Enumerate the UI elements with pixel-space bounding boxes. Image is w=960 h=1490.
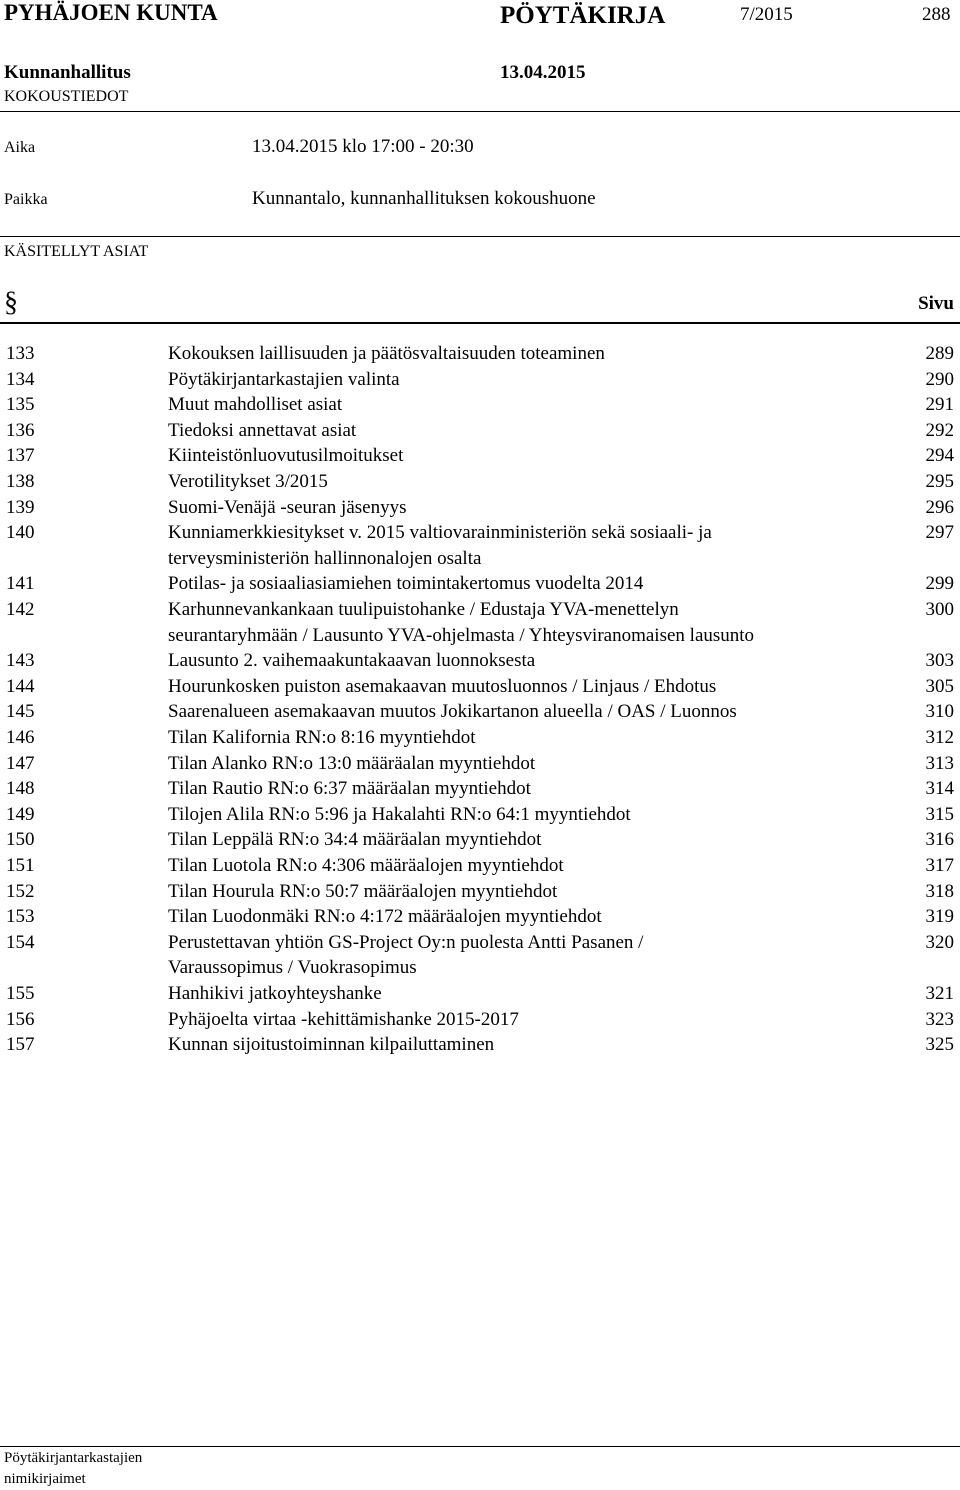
agenda-item-title bbox=[168, 802, 898, 828]
agenda-item-number: 143 bbox=[6, 650, 35, 672]
agenda-item-page: 312 bbox=[925, 727, 954, 748]
agenda-item-title bbox=[168, 827, 898, 853]
agenda-item-page: 295 bbox=[925, 471, 954, 492]
agenda-item-title-line: Perustettavan yhtiön GS-Project Oy:n puolesta Antti Pasanen / bbox=[168, 931, 644, 953]
agenda-item-page: 305 bbox=[925, 675, 954, 697]
agenda-item-page: 300 bbox=[925, 599, 954, 620]
agenda-item-title-line: Varaussopimus / Vuokrasopimus bbox=[168, 957, 417, 979]
agenda-item-page: 325 bbox=[925, 1034, 954, 1056]
agenda-item-number: 134 bbox=[6, 368, 35, 390]
agenda-item-title-line: Muut mahdolliset asiat bbox=[168, 394, 343, 416]
agenda-item-title bbox=[168, 674, 898, 700]
agenda-item-number: 148 bbox=[6, 778, 35, 800]
agenda-item-title bbox=[168, 853, 898, 879]
agenda-item-page: 321 bbox=[925, 983, 954, 1004]
agenda-item-title bbox=[168, 776, 898, 802]
agenda-item-number: 137 bbox=[6, 445, 35, 467]
agenda-item-number: 140 bbox=[6, 522, 35, 544]
agenda-item-title bbox=[168, 930, 898, 981]
agenda-item-title bbox=[168, 495, 898, 521]
agenda-item-title-line: Tilan Leppälä RN:o 34:4 määräalan myyntiehdot bbox=[168, 829, 542, 851]
place-value: Kunnantalo, kunnanhallituksen kokoushuone bbox=[252, 188, 596, 209]
agenda-item-title bbox=[168, 981, 898, 1007]
agenda-header-divider bbox=[0, 322, 960, 324]
agenda-item-title-line: Kunnan sijoitustoiminnan kilpailuttaminen bbox=[168, 1034, 495, 1056]
agenda-item-title bbox=[168, 367, 898, 393]
agenda-item-page: 317 bbox=[925, 855, 954, 876]
agenda-item-page: 292 bbox=[925, 419, 954, 441]
agenda-item-title bbox=[168, 904, 898, 930]
agenda-item-title-line: Kokouksen laillisuuden ja päätösvaltaisuuden toteaminen bbox=[168, 343, 605, 364]
agenda-item-title bbox=[168, 443, 898, 469]
agenda-item-number: 145 bbox=[6, 701, 35, 723]
agenda-item-title-line: Tilan Alanko RN:o 13:0 määräalan myyntiehdot bbox=[168, 752, 536, 774]
agenda-item-number: 150 bbox=[6, 829, 35, 851]
agenda-item-page: 316 bbox=[925, 829, 954, 851]
meeting-date: 13.04.2015 bbox=[500, 62, 586, 83]
page-number: 288 bbox=[922, 4, 951, 25]
agenda-item-title-line: Tilan Rautio RN:o 6:37 määräalan myyntiehdot bbox=[168, 778, 531, 800]
agenda-item-title bbox=[168, 879, 898, 905]
agenda-item-title bbox=[168, 418, 898, 444]
agenda-item-title bbox=[168, 469, 898, 495]
agenda-item-page: 323 bbox=[925, 1008, 954, 1030]
agenda-item-number: 136 bbox=[6, 419, 35, 441]
agenda-item-title-line: Tilan Hourula RN:o 50:7 määräalojen myyntiehdot bbox=[168, 880, 558, 902]
footer-line-1: Pöytäkirjantarkastajien bbox=[4, 1450, 143, 1466]
agenda-item-number: 153 bbox=[6, 906, 35, 928]
agenda-item-page: 315 bbox=[925, 803, 954, 825]
agenda-item-page: 314 bbox=[925, 778, 954, 800]
agenda-item-number: 135 bbox=[6, 394, 35, 416]
agenda-item-title-line: Tilojen Alila RN:o 5:96 ja Hakalahti RN:o 64:1 myyntiehdot bbox=[168, 803, 631, 825]
agenda-item-page: 319 bbox=[925, 906, 954, 928]
agenda-item-title-line: Kiinteistönluovutusilmoitukset bbox=[168, 445, 404, 467]
agenda-item-title-line: Hourunkosken puiston asemakaavan muutosluonnos / Linjaus / Ehdotus bbox=[168, 675, 717, 697]
agenda-item-number: 151 bbox=[6, 855, 35, 876]
agenda-item-title bbox=[168, 571, 898, 597]
governing-body: Kunnanhallitus bbox=[4, 62, 131, 83]
footer-line-2: nimikirjaimet bbox=[4, 1471, 86, 1487]
agenda-item-page: 303 bbox=[925, 650, 954, 672]
section-symbol: § bbox=[4, 287, 18, 318]
agenda-item-title-line: Saarenalueen asemakaavan muutos Jokikartanon alueella / OAS / Luonnos bbox=[168, 701, 737, 723]
agenda-item-title bbox=[168, 751, 898, 777]
agenda-item-title-line: Tiedoksi annettavat asiat bbox=[168, 419, 357, 441]
agenda-item-page: 318 bbox=[925, 880, 954, 902]
agenda-item-title bbox=[168, 1032, 898, 1058]
agenda-item-title-line: terveysministeriön hallinnonalojen osalta bbox=[168, 547, 482, 569]
agenda-item-number: 149 bbox=[6, 803, 35, 825]
agenda-item-title-line: Suomi-Venäjä -seuran jäsenyys bbox=[168, 496, 407, 518]
agenda-item-number: 138 bbox=[6, 471, 35, 492]
agenda-item-title-line: Verotilitykset 3/2015 bbox=[168, 471, 328, 492]
agenda-item-title-line: Kunniamerkkiesitykset v. 2015 valtiovarainministeriön sekä sosiaali- ja bbox=[168, 522, 712, 544]
agenda-item-number: 141 bbox=[6, 573, 35, 595]
agenda-item-title-line: seurantaryhmään / Lausunto YVA-ohjelmasta / Yhteysviranomaisen lausunto bbox=[168, 624, 755, 646]
agenda-item-number: 156 bbox=[6, 1008, 35, 1030]
agenda-item-number: 139 bbox=[6, 496, 35, 518]
agenda-item-number: 142 bbox=[6, 599, 35, 620]
agenda-item-title-line: Lausunto 2. vaihemaakuntakaavan luonnoksesta bbox=[168, 650, 536, 672]
header-divider bbox=[0, 111, 960, 112]
section-heading: KOKOUSTIEDOT bbox=[4, 88, 129, 105]
agenda-item-number: 157 bbox=[6, 1034, 35, 1056]
agenda-item-title-line: Tilan Luodonmäki RN:o 4:172 määräalojen myyntiehdot bbox=[168, 906, 602, 928]
agenda-item-title-line: Pyhäjoelta virtaa -kehittämishanke 2015-2017 bbox=[168, 1008, 519, 1030]
issue-number: 7/2015 bbox=[740, 4, 793, 25]
agenda-item-title bbox=[168, 1007, 898, 1033]
footer-divider bbox=[0, 1446, 960, 1447]
agenda-item-page: 289 bbox=[925, 343, 954, 364]
agenda-item-page: 297 bbox=[925, 522, 954, 544]
agenda-item-number: 133 bbox=[6, 343, 35, 364]
agenda-item-title bbox=[168, 648, 898, 674]
agenda-heading: KÄSITELLYT ASIAT bbox=[4, 243, 149, 260]
meeting-divider bbox=[0, 236, 960, 237]
agenda-item-title bbox=[168, 597, 898, 648]
agenda-item-page: 310 bbox=[925, 701, 954, 723]
agenda-item-number: 146 bbox=[6, 727, 35, 748]
agenda-item-number: 155 bbox=[6, 983, 35, 1004]
municipality-name: PYHÄJOEN KUNTA bbox=[4, 0, 218, 25]
agenda-item-title-line: Tilan Luotola RN:o 4:306 määräalojen myyntiehdot bbox=[168, 855, 564, 876]
time-label: Aika bbox=[4, 139, 36, 156]
agenda-item-title-line: Karhunnevankankaan tuulipuistohanke / Edustaja YVA-menettelyn bbox=[168, 599, 679, 620]
agenda-item-title bbox=[168, 699, 898, 725]
agenda-item-title-line: Tilan Kalifornia RN:o 8:16 myyntiehdot bbox=[168, 727, 476, 748]
agenda-item-page: 299 bbox=[925, 573, 954, 595]
agenda-item-page: 290 bbox=[925, 368, 954, 390]
place-label: Paikka bbox=[4, 191, 48, 208]
agenda-item-title-line: Pöytäkirjantarkastajien valinta bbox=[168, 368, 400, 390]
agenda-item-page: 320 bbox=[925, 931, 954, 953]
agenda-item-number: 144 bbox=[6, 675, 35, 697]
document-type: PÖYTÄKIRJA bbox=[500, 2, 666, 29]
time-value: 13.04.2015 klo 17:00 - 20:30 bbox=[252, 136, 474, 157]
agenda-item-number: 152 bbox=[6, 880, 35, 902]
agenda-item-page: 291 bbox=[925, 394, 954, 416]
agenda-item-number: 154 bbox=[6, 931, 35, 953]
agenda-item-page: 296 bbox=[925, 496, 954, 518]
agenda-item-title bbox=[168, 392, 898, 418]
agenda-item-page: 294 bbox=[925, 445, 954, 467]
agenda-item-title bbox=[168, 341, 898, 367]
agenda-item-title bbox=[168, 520, 898, 571]
agenda-item-title-line: Hanhikivi jatkoyhteyshanke bbox=[168, 983, 382, 1004]
page-column-label: Sivu bbox=[918, 293, 954, 314]
footer-initials-label bbox=[4, 1448, 142, 1490]
agenda-item-number: 147 bbox=[6, 752, 35, 774]
agenda-item-title-line: Potilas- ja sosiaaliasiamiehen toimintakertomus vuodelta 2014 bbox=[168, 573, 644, 595]
agenda-item-page: 313 bbox=[925, 752, 954, 774]
agenda-item-title bbox=[168, 725, 898, 751]
